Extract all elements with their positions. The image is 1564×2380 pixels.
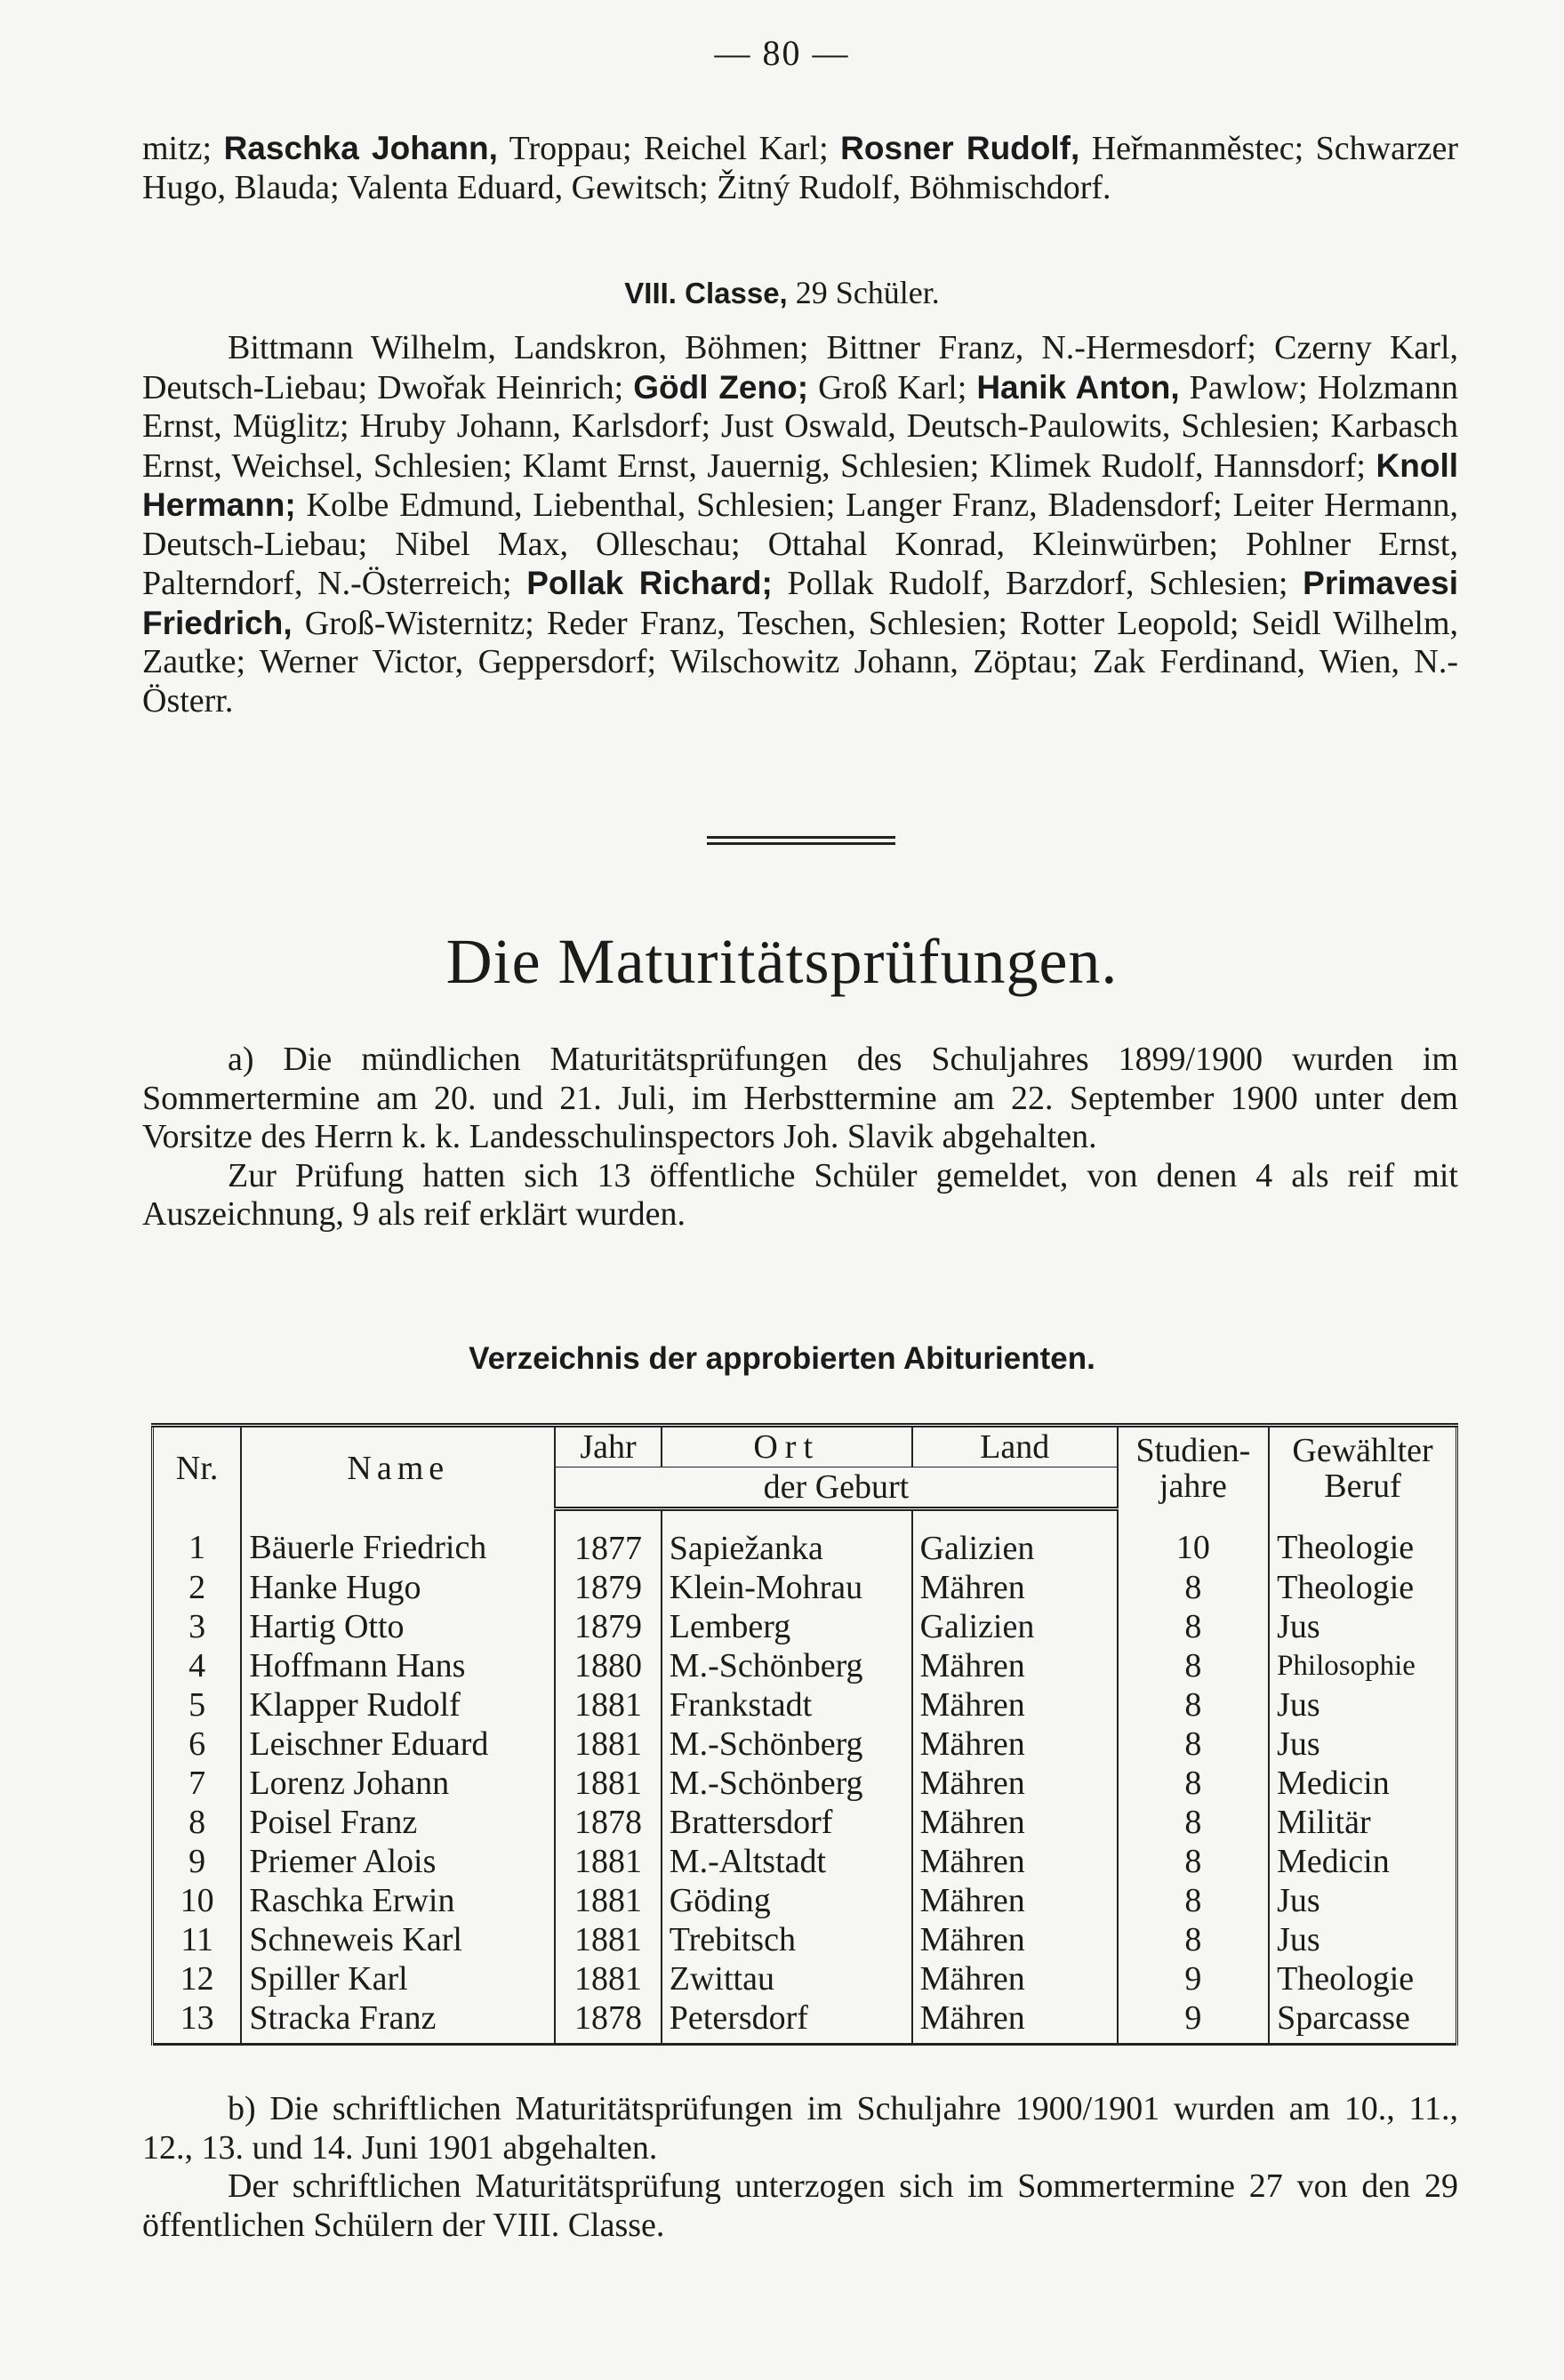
cell-ort: Lemberg xyxy=(662,1607,912,1646)
cell-ort: Frankstadt xyxy=(662,1685,912,1725)
cell-name: Bäuerle Friedrich xyxy=(241,1509,555,1569)
header-beruf: Gewählter Beruf xyxy=(1269,1426,1456,1509)
cell-beruf: Jus xyxy=(1269,1685,1456,1725)
paragraph-b-text: b) Die schriftlichen Maturitätsprüfungen im Schuljahre 1900/1901 wurden am 10., 11., 12., 13. und 14. Juni 1901 abgehalten. xyxy=(142,2090,1458,2167)
cell-beruf: Militär xyxy=(1269,1803,1456,1842)
table-row xyxy=(153,1764,1457,1803)
cell-name: Spiller Karl xyxy=(241,1959,555,1998)
cell-jahr: 1881 xyxy=(555,1764,662,1803)
cell-ort: Trebitsch xyxy=(662,1920,912,1959)
cell-beruf: Jus xyxy=(1269,1725,1456,1764)
table-row xyxy=(153,1509,1457,1569)
cell-nr: 6 xyxy=(153,1725,242,1764)
cell-beruf: Jus xyxy=(1269,1920,1456,1959)
cell-studienjahre: 9 xyxy=(1118,1959,1269,1998)
table-row xyxy=(153,1803,1457,1842)
cell-land: Mähren xyxy=(912,1646,1118,1685)
class-list-run: Pollak Rudolf, Barzdorf, Schlesien; xyxy=(772,565,1303,602)
cell-jahr: 1881 xyxy=(555,1685,662,1725)
cell-beruf: Philosophie xyxy=(1269,1646,1456,1685)
cell-land: Mähren xyxy=(912,1725,1118,1764)
header-ort: Ort xyxy=(662,1426,912,1467)
cell-studienjahre: 9 xyxy=(1118,1998,1269,2045)
cell-name: Priemer Alois xyxy=(241,1842,555,1881)
class-list-run: Groß Karl; xyxy=(808,368,977,406)
cell-land: Mähren xyxy=(912,1568,1118,1607)
intro-run: mitz; xyxy=(142,130,224,167)
cell-nr: 8 xyxy=(153,1803,242,1842)
paragraph-a xyxy=(142,1041,1458,1234)
table-row xyxy=(153,1959,1457,1998)
intro-paragraph xyxy=(142,129,1458,207)
cell-ort: Petersdorf xyxy=(662,1998,912,2045)
table-row xyxy=(153,1646,1457,1685)
class-heading xyxy=(0,274,1564,311)
cell-name: Lorenz Johann xyxy=(241,1764,555,1803)
cell-name: Schneweis Karl xyxy=(241,1920,555,1959)
header-studienjahre: Studien-jahre xyxy=(1118,1426,1269,1509)
cell-studienjahre: 8 xyxy=(1118,1725,1269,1764)
cell-jahr: 1881 xyxy=(555,1959,662,1998)
cell-nr: 4 xyxy=(153,1646,242,1685)
cell-nr: 9 xyxy=(153,1842,242,1881)
cell-studienjahre: 10 xyxy=(1118,1509,1269,1569)
cell-beruf: Sparcasse xyxy=(1269,1998,1456,2045)
table-row xyxy=(153,1685,1457,1725)
cell-nr: 3 xyxy=(153,1607,242,1646)
intro-run: Troppau; Reichel Karl; xyxy=(497,130,841,167)
class-list-run: Pollak Richard; xyxy=(526,565,773,601)
cell-name: Poisel Franz xyxy=(241,1803,555,1842)
header-nr: Nr. xyxy=(153,1426,242,1509)
section-title: Die Maturitätsprüfungen. xyxy=(445,926,1119,997)
cell-name: Hartig Otto xyxy=(241,1607,555,1646)
cell-studienjahre: 8 xyxy=(1118,1803,1269,1842)
cell-nr: 5 xyxy=(153,1685,242,1725)
cell-name: Klapper Rudolf xyxy=(241,1685,555,1725)
cell-jahr: 1881 xyxy=(555,1725,662,1764)
class-list-run: Gödl Zeno; xyxy=(633,368,809,406)
abiturienten-table xyxy=(151,1423,1458,2046)
table-row xyxy=(153,1920,1457,1959)
cell-ort: M.-Schönberg xyxy=(662,1764,912,1803)
page-number: — 80 — xyxy=(714,33,850,73)
class-list-text xyxy=(142,329,1458,720)
header-land: Land xyxy=(912,1426,1118,1467)
cell-land: Mähren xyxy=(912,1842,1118,1881)
cell-jahr: 1879 xyxy=(555,1568,662,1607)
cell-ort: Zwittau xyxy=(662,1959,912,1998)
cell-nr: 7 xyxy=(153,1764,242,1803)
cell-nr: 1 xyxy=(153,1509,242,1569)
class-list-paragraph xyxy=(142,329,1458,720)
cell-ort: Sapiežanka xyxy=(662,1509,912,1569)
class-heading-label: VIII. Classe, xyxy=(624,277,788,310)
cell-studienjahre: 8 xyxy=(1118,1842,1269,1881)
cell-jahr: 1880 xyxy=(555,1646,662,1685)
cell-land: Mähren xyxy=(912,1764,1118,1803)
cell-studienjahre: 8 xyxy=(1118,1764,1269,1803)
class-list-run: Knoll Hermann; xyxy=(142,446,1458,523)
cell-beruf: Jus xyxy=(1269,1881,1456,1920)
cell-land: Mähren xyxy=(912,1920,1118,1959)
table-row xyxy=(153,1842,1457,1881)
cell-beruf: Theologie xyxy=(1269,1568,1456,1607)
table-title: Verzeichnis der approbierten Abiturienten. xyxy=(469,1341,1095,1376)
cell-beruf: Theologie xyxy=(1269,1959,1456,1998)
table-row xyxy=(153,1568,1457,1607)
cell-name: Leischner Eduard xyxy=(241,1725,555,1764)
cell-land: Galizien xyxy=(912,1607,1118,1646)
cell-nr: 10 xyxy=(153,1881,242,1920)
header-jahr: Jahr xyxy=(555,1426,662,1467)
cell-ort: Brattersdorf xyxy=(662,1803,912,1842)
cell-jahr: 1878 xyxy=(555,1998,662,2045)
cell-beruf: Jus xyxy=(1269,1607,1456,1646)
cell-land: Mähren xyxy=(912,1881,1118,1920)
cell-jahr: 1881 xyxy=(555,1881,662,1920)
class-list-run: Pawlow; Holzmann Ernst, Müglitz; Hruby Johann, Karlsdorf; Just Oswald, Deutsch-Paulowits, Schlesien; Karbasch Ernst, Weichsel, Schlesien; Klamt Ernst, Jauernig, Schlesien; Klimek Rudolf, Hannsdorf; xyxy=(142,368,1458,485)
paragraph-b xyxy=(142,2090,1458,2245)
cell-jahr: 1881 xyxy=(555,1842,662,1881)
cell-land: Mähren xyxy=(912,1998,1118,2045)
class-heading-count: 29 Schüler. xyxy=(795,275,940,310)
cell-studienjahre: 8 xyxy=(1118,1920,1269,1959)
table-row xyxy=(153,1998,1457,2045)
cell-nr: 13 xyxy=(153,1998,242,2045)
cell-land: Mähren xyxy=(912,1959,1118,1998)
cell-studienjahre: 8 xyxy=(1118,1685,1269,1725)
cell-nr: 11 xyxy=(153,1920,242,1959)
class-list-run: Bittmann Wilhelm, Landskron, Böhmen; Bittner Franz, N.-Hermesdorf; Czerny Karl, Deutsch-Liebau; Dwořak Heinrich; xyxy=(142,329,1458,406)
cell-ort: Klein-Mohrau xyxy=(662,1568,912,1607)
cell-beruf: Medicin xyxy=(1269,1764,1456,1803)
cell-name: Hanke Hugo xyxy=(241,1568,555,1607)
cell-land: Mähren xyxy=(912,1803,1118,1842)
header-name: Name xyxy=(241,1426,555,1509)
table-row xyxy=(153,1881,1457,1920)
cell-nr: 12 xyxy=(153,1959,242,1998)
table-row xyxy=(153,1725,1457,1764)
cell-jahr: 1879 xyxy=(555,1607,662,1646)
table-body xyxy=(153,1509,1457,2045)
paragraph-b2-text: Der schriftlichen Maturitätsprüfung unterzogen sich im Sommertermine 27 von den 29 öffentlichen Schülern der VIII. Classe. xyxy=(142,2167,1458,2244)
cell-studienjahre: 8 xyxy=(1118,1646,1269,1685)
cell-name: Hoffmann Hans xyxy=(241,1646,555,1685)
cell-jahr: 1881 xyxy=(555,1920,662,1959)
cell-jahr: 1878 xyxy=(555,1803,662,1842)
paragraph-a2-text: Zur Prüfung hatten sich 13 öffentliche Schüler gemeldet, von denen 4 als reif mit Auszeichnung, 9 als reif erklärt wurden. xyxy=(142,1156,1458,1233)
intro-run: Rosner Rudolf, xyxy=(840,130,1080,166)
cell-beruf: Theologie xyxy=(1269,1509,1456,1569)
cell-name: Raschka Erwin xyxy=(241,1881,555,1920)
cell-studienjahre: 8 xyxy=(1118,1881,1269,1920)
paragraph-a-text: a) Die mündlichen Maturitätsprüfungen des Schuljahres 1899/1900 wurden im Sommertermine am 20. und 21. Juli, im Herbsttermine am 22. September 1900 unter dem Vorsitze des Herrn k. k. Landesschulinspectors Joh. Slavik abgehalten. xyxy=(142,1041,1458,1155)
cell-nr: 2 xyxy=(153,1568,242,1607)
divider-rule-2 xyxy=(707,842,895,845)
cell-jahr: 1877 xyxy=(555,1509,662,1569)
class-list-run: Groß-Wisternitz; Reder Franz, Teschen, Schlesien; Rotter Leopold; Seidl Wilhelm, Zautke; Werner Victor, Geppersdorf; Wilschowitz Johann, Zöptau; Zak Ferdinand, Wien, N.-Österr. xyxy=(142,604,1458,720)
intro-text xyxy=(142,129,1458,207)
table-row xyxy=(153,1607,1457,1646)
cell-beruf: Medicin xyxy=(1269,1842,1456,1881)
cell-ort: M.-Schönberg xyxy=(662,1646,912,1685)
cell-land: Galizien xyxy=(912,1509,1118,1569)
class-list-run: Kolbe Edmund, Liebenthal, Schlesien; Langer Franz, Bladensdorf; Leiter Hermann, Deutsch-Liebau; Nibel Max, Olleschau; Ottahal Konrad, Kleinwürben; Pohlner Ernst, Palterndorf, N.-Österreich; xyxy=(142,486,1458,602)
header-der-geburt: der Geburt xyxy=(555,1467,1118,1509)
cell-ort: M.-Schönberg xyxy=(662,1725,912,1764)
divider-rule xyxy=(707,836,895,839)
cell-land: Mähren xyxy=(912,1685,1118,1725)
class-list-run: Primavesi Friedrich, xyxy=(142,565,1458,641)
class-list-run: Hanik Anton, xyxy=(976,368,1180,406)
intro-run: Heřmanměstec; Schwarzer Hugo, Blauda; Valenta Eduard, Gewitsch; Žitný Rudolf, Böhmischdorf. xyxy=(142,130,1458,206)
cell-ort: Göding xyxy=(662,1881,912,1920)
cell-ort: M.-Altstadt xyxy=(662,1842,912,1881)
cell-studienjahre: 8 xyxy=(1118,1568,1269,1607)
cell-studienjahre: 8 xyxy=(1118,1607,1269,1646)
cell-name: Stracka Franz xyxy=(241,1998,555,2045)
intro-run: Raschka Johann, xyxy=(223,130,498,166)
